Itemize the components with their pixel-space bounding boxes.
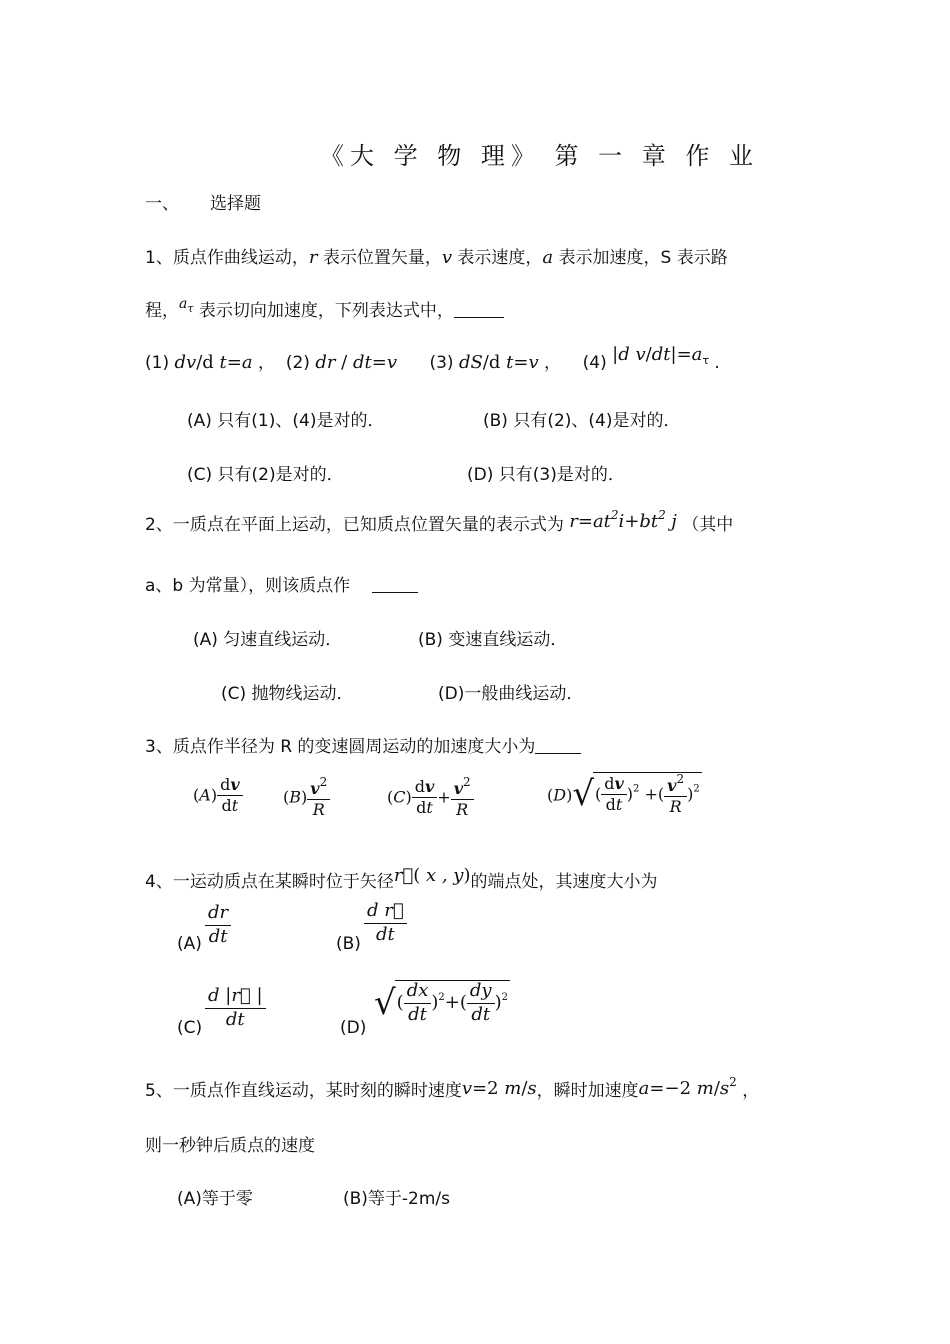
section-label: 选择题 <box>210 194 261 214</box>
q4-formula-c <box>205 986 266 1030</box>
q4-line1 <box>145 867 658 892</box>
q5-option-a: (A)等于零 <box>177 1189 253 1209</box>
q1-expr-3: dS <box>458 352 483 373</box>
q2-text-a: 2、一质点在平面上运动，已知质点位置矢量的表示式为 <box>145 515 564 535</box>
q4-text-b: 的端点处，其速度大小为 <box>470 872 658 892</box>
q1-text-f: 表示切向加速度，下列表达式中， <box>198 301 454 321</box>
q3-radical-icon: √ <box>572 774 594 815</box>
q4-formula-b <box>364 901 407 945</box>
q1-expr-1: dv <box>174 352 197 373</box>
q2-answer-blank <box>372 578 418 593</box>
q3-answer-blank <box>535 739 581 754</box>
q4-radical-icon: √ <box>374 983 396 1024</box>
q4-label-d: (D) <box>340 1018 367 1038</box>
q2-text-b: （其中 <box>682 515 734 535</box>
q3-text: 3、质点作半径为 R 的变速圆周运动的加速度大小为 <box>145 737 536 757</box>
q3-option-a <box>193 776 243 816</box>
q1-option-d: (D) 只有(3)是对的． <box>467 465 625 485</box>
q1-text-c: 表示速度， <box>457 248 543 268</box>
q1-option-c: (C) 只有(2)是对的． <box>187 465 344 485</box>
q2-line2 <box>145 571 418 596</box>
q3-formula-d: ( $\frac{dv}{dt}$ )$^2$ +( $\frac{v^2}{R}$ )$^2$ <box>595 772 700 817</box>
q1-answer-blank <box>454 303 504 318</box>
q3-formula-c-term2: $\frac{v^2}{R}$ <box>451 776 474 820</box>
q1-option-b: (B) 只有(2)、(4)是对的． <box>483 411 681 431</box>
q3-option-d <box>547 772 702 817</box>
q5-line1 <box>145 1076 759 1101</box>
q4-vector-r: r⃗( x , y) <box>393 865 471 886</box>
q3-formula-a: $\frac{dv}{dt}$ <box>217 776 243 816</box>
q1-text-b: 表示位置矢量， <box>322 248 442 268</box>
q1-expr-comma: ， <box>544 353 562 373</box>
q5-text-c: ， <box>742 1081 760 1101</box>
q1-expr-4-label: (4) <box>582 353 607 373</box>
q1-expressions: (1) dv/d t=a ， (2) dr / dt=v (3) dS/d t=v ， (4) |d $v/dt|=a_\tau$ . <box>145 344 720 373</box>
q2-text-c: a、b 为常量），则该质点作 <box>145 576 351 596</box>
q1-symbol-a: a <box>542 247 554 268</box>
q4-sqrt-body: ( $\frac{dx}{dt}$ )$^2$+( $\frac{dy}{dt}$ )$^2$ <box>396 980 509 1025</box>
q2-position-formula: $r=at^2i+bt^2$ j <box>569 508 677 532</box>
q4-text-a: 4、一运动质点在某瞬时位于矢径 <box>145 872 394 892</box>
q3-formula-c-term1: $\frac{dv}{dt}$ <box>412 778 438 818</box>
section-number: 一、 <box>145 194 179 214</box>
q2-option-c: (C) 抛物线运动． <box>221 684 354 704</box>
q4-frac-c: $\frac{d |r⃗ |}{dt}$ <box>205 986 266 1030</box>
q1-expr-3-label: (3) <box>429 353 454 373</box>
q2-option-b: (B) 变速直线运动． <box>418 630 568 650</box>
q1-expr-1-label: (1) <box>145 353 170 373</box>
q1-line1 <box>145 243 728 268</box>
q3-label-b: (B) <box>283 787 308 807</box>
q2-option-a: (A) 匀速直线运动． <box>193 630 343 650</box>
q3-label-a: (A) <box>193 785 218 805</box>
q1-expr-comma: ， <box>258 353 275 373</box>
q4-label-c: (C) <box>177 1018 203 1038</box>
q1-option-a: (A) 只有(1)、(4)是对的． <box>187 411 385 431</box>
q1-line2 <box>145 296 504 321</box>
q2-line1 <box>145 510 733 535</box>
q3-line1 <box>145 732 581 757</box>
q1-expr-2-label: (2) <box>285 353 310 373</box>
page-title: 《大 学 物 理》 第 一 章 作 业 <box>320 142 760 170</box>
q1-expr-4: |d $v/dt|=a_\tau$ <box>612 344 710 367</box>
q3-plus: + <box>437 787 451 807</box>
q5-text-a: 5、一质点作直线运动，某时刻的瞬时速度 <box>145 1081 462 1101</box>
q5-acceleration: a=−2 $m/s^2$ <box>638 1075 737 1099</box>
q1-symbol-v: v <box>441 247 453 268</box>
q1-symbol-a-tau: aτ <box>179 296 194 315</box>
q4-frac-a: $\frac{dr}{dt}$ <box>205 903 231 947</box>
q5-velocity: v=2 m/s <box>461 1078 537 1099</box>
q1-symbol-r: r <box>308 247 318 268</box>
q5-text-b: ，瞬时加速度 <box>536 1081 639 1101</box>
q1-text-e: 程， <box>145 301 179 321</box>
q4-frac-b: $\frac{\text{d r⃗}}{dt}$ <box>364 901 407 945</box>
q1-text-a: 1、质点作曲线运动， <box>145 248 309 268</box>
q3-label-d: (D) <box>547 785 573 805</box>
q4-formula-d <box>374 980 510 1025</box>
q2-option-d: (D)一般曲线运动． <box>438 684 584 704</box>
q3-formula-b: $\frac{v^2}{R}$ <box>307 776 330 820</box>
q5-line2: 则一秒钟后质点的速度 <box>145 1136 315 1156</box>
q4-label-a: (A) <box>177 934 202 954</box>
q1-text-d: 表示加速度，S 表示路 <box>558 248 728 268</box>
q3-option-c <box>387 776 474 820</box>
q5-option-b: (B)等于-2m/s <box>343 1189 451 1209</box>
q1-expr-end: . <box>714 353 720 373</box>
q4-formula-a <box>205 903 231 947</box>
q4-label-b: (B) <box>336 934 361 954</box>
q1-expr-2: dr <box>315 352 336 373</box>
q3-label-c: (C) <box>387 787 412 807</box>
q3-option-b <box>283 776 330 820</box>
